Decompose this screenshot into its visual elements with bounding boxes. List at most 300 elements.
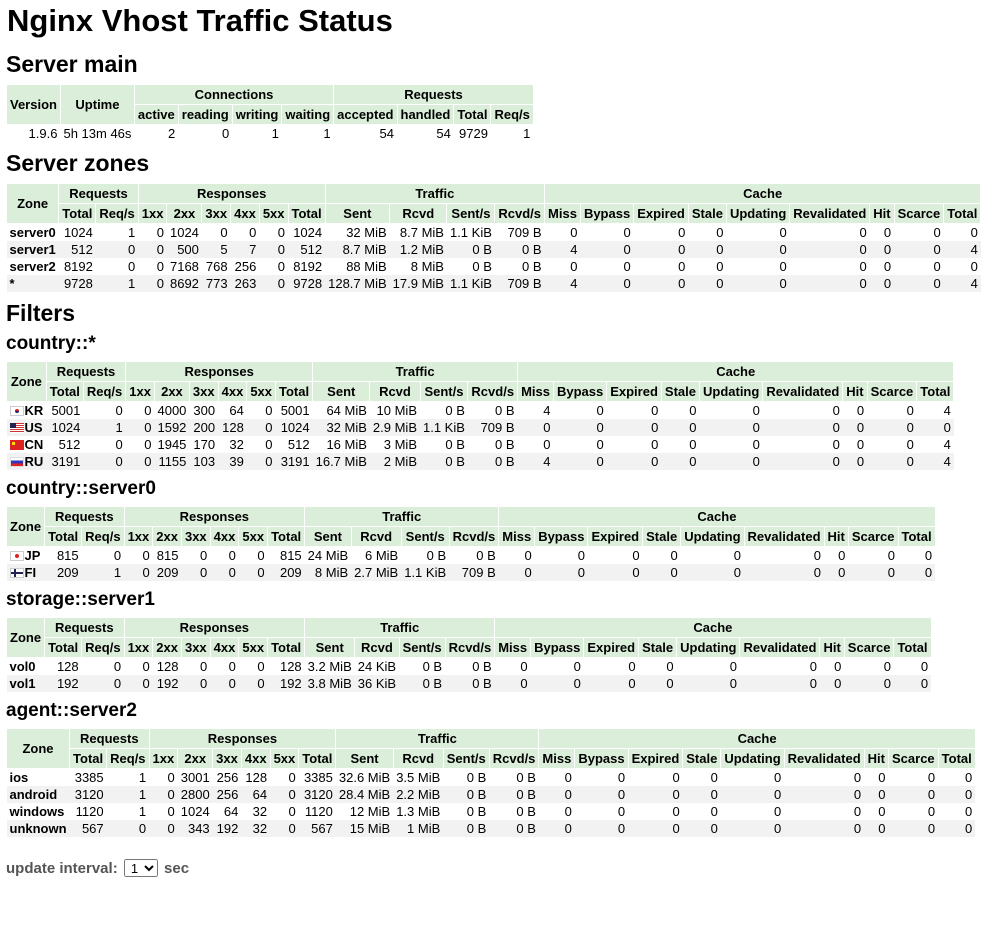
sub-header: Sent — [305, 638, 355, 658]
sub-header: 1xx — [124, 638, 153, 658]
cell: 128 — [45, 658, 82, 676]
cell: 0 — [744, 547, 824, 565]
cell: 709 B — [495, 224, 545, 242]
cell: 192 — [213, 820, 242, 837]
cell: 0 B — [447, 258, 495, 275]
cell: 1 — [96, 224, 138, 242]
filter-group-heading: agent::server2 — [6, 700, 137, 721]
traffic-header: Traffic — [325, 184, 544, 204]
cell: 0 — [138, 241, 167, 258]
cell: 0 B — [489, 786, 539, 803]
cell: 0 — [740, 658, 820, 676]
cell: 3385 — [299, 769, 336, 787]
sub-header: Req/s — [107, 749, 149, 769]
cell: 0 — [894, 258, 944, 275]
filter-table — [6, 617, 932, 692]
filter-table — [6, 506, 936, 581]
sub-header: 5xx — [239, 527, 268, 547]
table-row — [7, 769, 976, 787]
cell: 0 — [124, 547, 153, 565]
cell: 815 — [45, 547, 82, 565]
cell: 0 B — [468, 402, 518, 420]
cell: 0 — [784, 786, 864, 803]
sub-header: Req/s — [82, 527, 124, 547]
cell: 5001 — [276, 402, 313, 420]
sub-header: Expired — [584, 638, 639, 658]
sub-header: Bypass — [531, 638, 584, 658]
cell: 0 — [126, 436, 155, 453]
zone-name: KR — [24, 403, 44, 418]
cell: 0 — [699, 436, 762, 453]
cell: 0 — [848, 547, 898, 565]
sub-header: Updating — [681, 527, 744, 547]
update-interval-select[interactable] — [124, 859, 158, 877]
cell: 3120 — [299, 786, 336, 803]
cell: 1.1 KiB — [447, 275, 495, 292]
cell: 0 — [126, 402, 155, 420]
sub-header: Total — [299, 749, 336, 769]
zone-cell — [7, 658, 45, 676]
cell: 6 MiB — [351, 547, 401, 565]
zone-cell — [7, 436, 47, 453]
cell: 1024 — [46, 419, 83, 436]
sub-header: Rcvd — [393, 749, 443, 769]
sub-header: Hit — [824, 527, 848, 547]
cell: 512 — [288, 241, 325, 258]
cell: 0 — [634, 258, 689, 275]
cell: 0 — [83, 402, 125, 420]
cell: 0 B — [489, 769, 539, 787]
cell: 0 — [688, 275, 726, 292]
cell: 4 — [944, 241, 981, 258]
sub-header: Total — [46, 382, 83, 402]
cell: 0 — [661, 402, 699, 420]
cell: 16 MiB — [313, 436, 370, 453]
cell: 0 — [944, 258, 981, 275]
sub-header: Stale — [688, 204, 726, 224]
sub-header: Expired — [628, 749, 683, 769]
cell: 0 B — [443, 769, 489, 787]
zone-header: Zone — [7, 729, 70, 769]
cell: 0 — [784, 803, 864, 820]
sub-header: Sent — [336, 749, 393, 769]
cell: 0 — [607, 419, 662, 436]
cell: 0 — [259, 258, 288, 275]
cell: 17.9 MiB — [390, 275, 447, 292]
cell: 0 — [867, 402, 917, 420]
sub-header: 2xx — [167, 204, 202, 224]
cell: 0 — [938, 786, 975, 803]
sub-header: 3xx — [213, 749, 242, 769]
cell: 0 — [938, 820, 975, 837]
zone-cell — [7, 241, 59, 258]
cell: 0 — [894, 275, 944, 292]
zone-name: RU — [24, 454, 44, 469]
cell: 0 — [138, 224, 167, 242]
cell: 1 — [282, 125, 334, 143]
cell: 192 — [153, 675, 182, 692]
requests-header: Requests — [45, 618, 125, 638]
cell: 0 — [790, 258, 870, 275]
cell: 0 — [681, 564, 744, 581]
sub-header: 4xx — [210, 638, 239, 658]
cell: 192 — [268, 675, 305, 692]
cell: 0 — [681, 547, 744, 565]
sub-header: Bypass — [580, 204, 633, 224]
table-row — [7, 453, 954, 470]
sub-header: Rcvd/s — [468, 382, 518, 402]
cell: 0 — [83, 436, 125, 453]
cell: 7 — [231, 241, 260, 258]
sub-header: Rcvd/s — [489, 749, 539, 769]
cell: 0 — [149, 803, 178, 820]
cell: 0 — [628, 803, 683, 820]
cell: 0 — [247, 436, 276, 453]
cell: 9728 — [59, 275, 96, 292]
zone-name: ios — [9, 770, 29, 785]
sub-header: 2xx — [153, 527, 182, 547]
traffic-header: Traffic — [305, 507, 499, 527]
table-row — [7, 803, 976, 820]
cell: 1 MiB — [393, 820, 443, 837]
cell: 0 — [726, 241, 789, 258]
server-zones-section — [6, 183, 994, 292]
cell: 0 — [82, 658, 124, 676]
cell: 0 — [270, 786, 299, 803]
cell: 0 — [270, 769, 299, 787]
cell: 1 — [107, 786, 149, 803]
sub-header: 1xx — [149, 749, 178, 769]
sub-header: Sent — [305, 527, 351, 547]
cell: 0 — [843, 419, 867, 436]
table-row — [7, 436, 954, 453]
sub-header: Miss — [499, 527, 535, 547]
cell: 0 — [634, 241, 689, 258]
cell: 32 — [241, 803, 270, 820]
cell: 32 — [241, 820, 270, 837]
cell: 0 — [864, 769, 888, 787]
cell: 0 — [259, 224, 288, 242]
sub-header: Sent/s — [443, 749, 489, 769]
cell: 8192 — [59, 258, 96, 275]
sub-header: Hit — [870, 204, 894, 224]
cell: 1592 — [154, 419, 189, 436]
table-row — [7, 658, 932, 676]
cell: 0 — [124, 675, 153, 692]
cell: 0 — [699, 453, 762, 470]
sub-header: Revalidated — [790, 204, 870, 224]
cell: 64 — [213, 803, 242, 820]
sub-header: 2xx — [153, 638, 182, 658]
cell: 1.1 KiB — [420, 419, 468, 436]
sub-header: writing — [232, 105, 282, 125]
update-interval-unit: sec — [164, 860, 190, 877]
cell: 0 — [588, 564, 643, 581]
filters-section — [6, 333, 994, 837]
cell: 0 — [688, 224, 726, 242]
responses-header: Responses — [149, 729, 336, 749]
cell: 0 — [763, 402, 843, 420]
cell: 0 — [83, 453, 125, 470]
cell: 567 — [299, 820, 336, 837]
cell: 0 — [889, 786, 939, 803]
cell: 0 — [867, 436, 917, 453]
sub-header: Req/s — [491, 105, 533, 125]
cell: 256 — [213, 786, 242, 803]
cell: 0 — [178, 125, 232, 143]
cell: 24 MiB — [305, 547, 351, 565]
cell: 0 — [824, 564, 848, 581]
cell: 64 — [218, 402, 247, 420]
sub-header: waiting — [282, 105, 334, 125]
cell: 0 — [894, 241, 944, 258]
cell: 0 B — [489, 803, 539, 820]
cell: 0 — [82, 675, 124, 692]
version-header: Version — [7, 85, 61, 125]
cell: 0 — [763, 453, 843, 470]
cell: 2 MiB — [370, 453, 420, 470]
zone-cell — [7, 820, 70, 837]
cell: 0 — [740, 675, 820, 692]
cell: 128 — [268, 658, 305, 676]
zone-cell — [7, 803, 70, 820]
cell: 0 B — [443, 786, 489, 803]
table-row — [7, 125, 534, 143]
cell: 8692 — [167, 275, 202, 292]
cell: 5h 13m 46s — [60, 125, 134, 143]
cell: 0 — [721, 820, 784, 837]
sub-header: Rcvd — [355, 638, 399, 658]
cell: 709 B — [495, 275, 545, 292]
cell: 0 — [259, 275, 288, 292]
cell: 0 — [553, 436, 606, 453]
cell: 0 — [683, 786, 721, 803]
cell: 1 — [232, 125, 282, 143]
sub-header: 5xx — [239, 638, 268, 658]
cell: 4 — [518, 402, 554, 420]
cell: 1155 — [154, 453, 189, 470]
cell: 54 — [397, 125, 454, 143]
cell: 1 — [107, 769, 149, 787]
zone-header: Zone — [7, 507, 45, 547]
cell: 0 — [575, 820, 628, 837]
cell: 192 — [45, 675, 82, 692]
zone-name: server1 — [9, 242, 56, 257]
cell: 0 B — [445, 675, 495, 692]
requests-header: Requests — [45, 507, 125, 527]
sub-header: Expired — [588, 527, 643, 547]
zone-name: JP — [24, 548, 41, 563]
cell: 0 — [643, 564, 681, 581]
requests-header: Requests — [46, 362, 126, 382]
zone-name: vol1 — [9, 676, 36, 691]
sub-header: Total — [70, 749, 107, 769]
cell: 512 — [59, 241, 96, 258]
sub-header: Updating — [726, 204, 789, 224]
sub-header: Revalidated — [744, 527, 824, 547]
sub-header: accepted — [334, 105, 397, 125]
cell: 0 — [661, 436, 699, 453]
sub-header: 5xx — [259, 204, 288, 224]
cell: 0 — [584, 675, 639, 692]
cell: 0 — [661, 453, 699, 470]
cell: 1.3 MiB — [393, 803, 443, 820]
filter-group-heading: storage::server1 — [6, 589, 155, 610]
sub-header: Sent/s — [420, 382, 468, 402]
cell: 0 — [628, 786, 683, 803]
sub-header: Stale — [683, 749, 721, 769]
sub-header: Rcvd — [390, 204, 447, 224]
table-row — [7, 258, 981, 275]
sub-header: Scarce — [844, 638, 894, 658]
table-row — [7, 419, 954, 436]
cell: 1024 — [178, 803, 213, 820]
cell: 300 — [189, 402, 218, 420]
sub-header: 3xx — [181, 638, 210, 658]
cell: 7168 — [167, 258, 202, 275]
cell: 0 — [96, 241, 138, 258]
cell: 170 — [189, 436, 218, 453]
cell: 0 — [784, 769, 864, 787]
cell: 24 KiB — [355, 658, 399, 676]
zone-name: unknown — [9, 821, 67, 836]
cell: 0 — [784, 820, 864, 837]
cell: 0 — [138, 258, 167, 275]
cell: 1.1 KiB — [447, 224, 495, 242]
cell: 36 KiB — [355, 675, 399, 692]
table-row — [7, 402, 954, 420]
cell: 0 — [553, 453, 606, 470]
flag-cn-icon — [10, 440, 24, 450]
cell: 2.7 MiB — [351, 564, 401, 581]
cell: 0 — [688, 258, 726, 275]
cell: 0 — [545, 224, 581, 242]
sub-header: Rcvd/s — [445, 638, 495, 658]
sub-header: Sent/s — [447, 204, 495, 224]
sub-header: Total — [45, 638, 82, 658]
sub-header: Total — [276, 382, 313, 402]
cell: 1.2 MiB — [390, 241, 447, 258]
zone-name: server2 — [9, 259, 56, 274]
sub-header: Stale — [643, 527, 681, 547]
cell: 0 — [763, 436, 843, 453]
traffic-header: Traffic — [305, 618, 495, 638]
sub-header: Updating — [721, 749, 784, 769]
cell: 0 — [898, 564, 935, 581]
cell: 1 — [491, 125, 533, 143]
requests-header: Requests — [70, 729, 150, 749]
sub-header: Updating — [677, 638, 740, 658]
cell: 567 — [70, 820, 107, 837]
page-title: Nginx Vhost Traffic Status — [7, 3, 393, 38]
cell: 343 — [178, 820, 213, 837]
sub-header: Expired — [607, 382, 662, 402]
cell: 0 — [239, 547, 268, 565]
cell: 0 B — [443, 820, 489, 837]
cell: 0 — [181, 675, 210, 692]
cell: 0 B — [399, 658, 445, 676]
cell: 0 — [790, 241, 870, 258]
cell: 0 B — [420, 402, 468, 420]
cell: 64 MiB — [313, 402, 370, 420]
sub-header: Total — [917, 382, 954, 402]
requests-header: Requests — [59, 184, 139, 204]
zone-cell — [7, 786, 70, 803]
filter-group-heading: country::* — [6, 333, 96, 354]
zone-header: Zone — [7, 184, 59, 224]
table-row — [7, 241, 981, 258]
server-zones-heading: Server zones — [6, 150, 150, 176]
cell: 256 — [231, 258, 260, 275]
cell: 0 — [683, 820, 721, 837]
traffic-header: Traffic — [336, 729, 539, 749]
sub-header: Hit — [820, 638, 844, 658]
cell: 0 — [210, 675, 239, 692]
traffic-header: Traffic — [313, 362, 518, 382]
sub-header: Rcvd — [370, 382, 420, 402]
cell: 64 — [241, 786, 270, 803]
cell: 0 — [744, 564, 824, 581]
cell: 0 — [553, 402, 606, 420]
cell: 0 B — [399, 675, 445, 692]
cell: 0 — [518, 419, 554, 436]
sub-header: Sent/s — [399, 638, 445, 658]
cell: 0 — [721, 803, 784, 820]
uptime-header: Uptime — [60, 85, 134, 125]
cell: 0 B — [443, 803, 489, 820]
cache-header: Cache — [499, 507, 935, 527]
cell: 3 MiB — [370, 436, 420, 453]
cell: 0 — [181, 547, 210, 565]
sub-header: Miss — [518, 382, 554, 402]
cell: 0 — [790, 275, 870, 292]
flag-ru-icon — [10, 457, 24, 467]
cell: 0 B — [468, 453, 518, 470]
cell: 768 — [202, 258, 231, 275]
cell: 0 — [239, 658, 268, 676]
cell: 1 — [96, 275, 138, 292]
zone-cell — [7, 419, 47, 436]
cell: 4 — [917, 402, 954, 420]
cell: 4 — [917, 436, 954, 453]
responses-header: Responses — [138, 184, 325, 204]
flag-jp-icon — [10, 551, 24, 561]
cell: 8.7 MiB — [390, 224, 447, 242]
cell: 128 — [153, 658, 182, 676]
sub-header: 4xx — [241, 749, 270, 769]
cell: 1120 — [299, 803, 336, 820]
cell: 0 — [867, 453, 917, 470]
sub-header: Total — [268, 527, 305, 547]
cell: 3001 — [178, 769, 213, 787]
zone-cell — [7, 224, 59, 242]
table-row — [7, 275, 981, 292]
sub-header: 2xx — [154, 382, 189, 402]
cell: 0 — [499, 547, 535, 565]
cell: 0 — [607, 402, 662, 420]
cell: 0 — [867, 419, 917, 436]
cell: 0 — [247, 402, 276, 420]
sub-header: handled — [397, 105, 454, 125]
cell: 0 — [575, 786, 628, 803]
cell: 0 — [531, 675, 584, 692]
cell: 3120 — [70, 786, 107, 803]
cell: 0 B — [401, 547, 449, 565]
sub-header: Req/s — [83, 382, 125, 402]
cell: 9729 — [454, 125, 491, 143]
cell: 0 — [898, 547, 935, 565]
cell: 39 — [218, 453, 247, 470]
